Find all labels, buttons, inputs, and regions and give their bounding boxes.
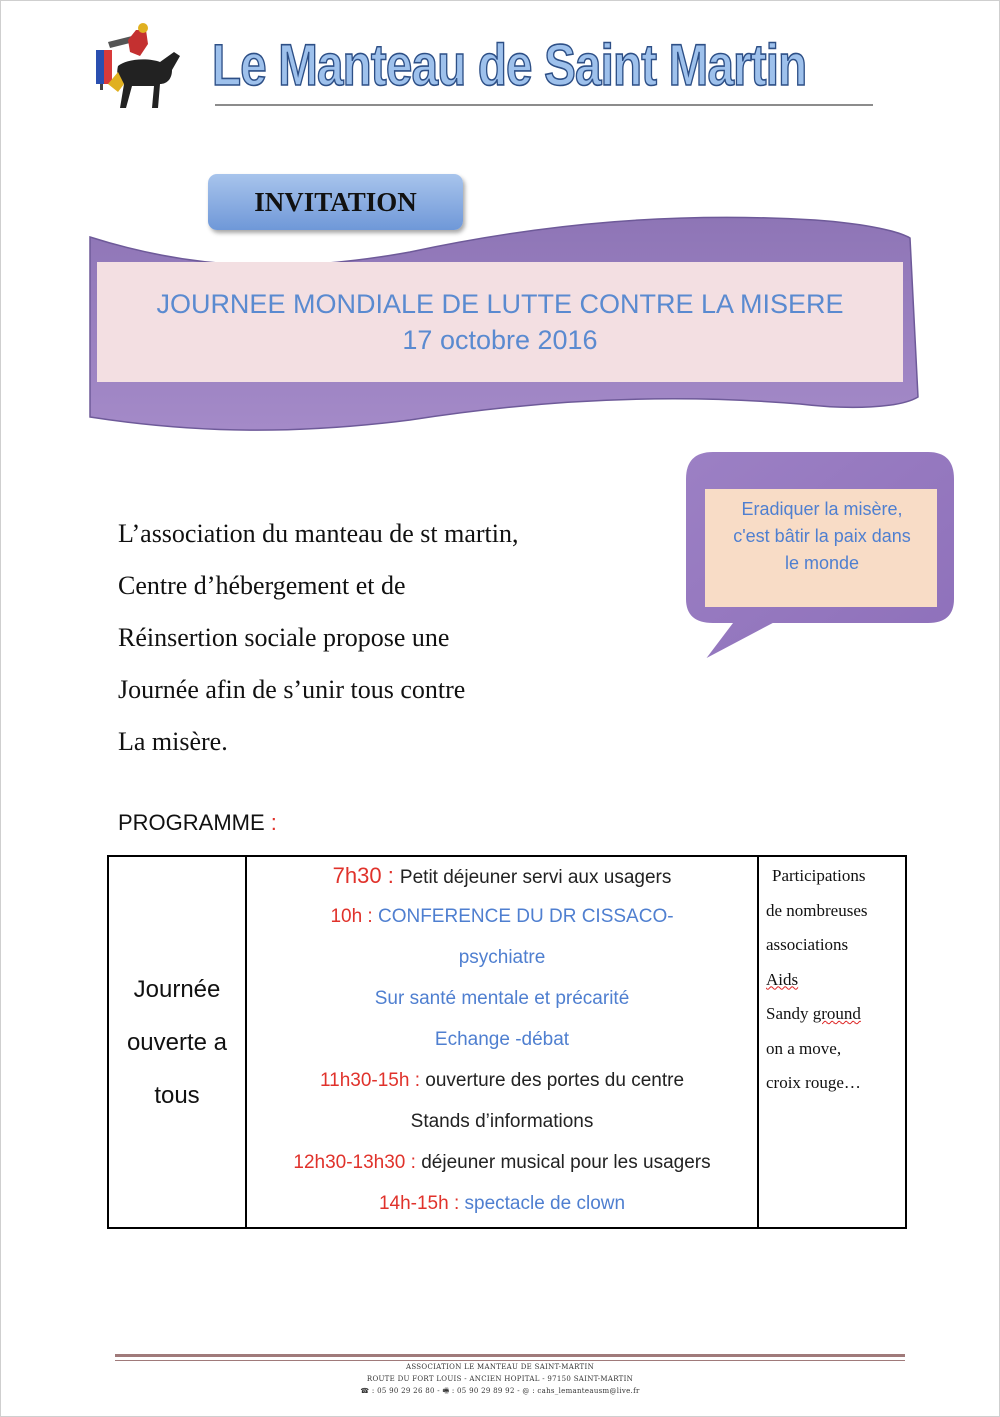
association-title: Le Manteau de Saint Martin <box>212 33 807 98</box>
schedule-item <box>247 1186 757 1227</box>
schedule-item: Sur santé mentale et précarité <box>374 988 630 1009</box>
participants-cell <box>758 856 906 1228</box>
footer-line: ASSOCIATION LE MANTEAU DE SAINT-MARTIN <box>405 1363 595 1371</box>
schedule-item <box>247 1063 757 1104</box>
invitation-label: INVITATION <box>254 186 417 217</box>
schedule-text: ouverture des portes du centre <box>425 1070 685 1091</box>
programme-heading <box>118 810 277 836</box>
participants-line: Participations <box>772 866 866 885</box>
event-date: 17 octobre 2016 <box>402 325 598 355</box>
footer-line: ROUTE DU FORT LOUIS - ANCIEN HOPITAL - 97150 SAINT-MARTIN <box>366 1375 634 1383</box>
intro-line: Journée afin de s’unir tous contre <box>118 675 466 704</box>
open-day-line: tous <box>154 1081 200 1109</box>
schedule-text: CONFERENCE DU DR CISSACO- <box>377 906 674 927</box>
motto-line: c'est bâtir la paix dans <box>733 526 911 546</box>
schedule-time: 14h-15h : <box>378 1193 465 1214</box>
open-day-line: ouverte a <box>126 1028 228 1056</box>
motto-line: le monde <box>784 553 860 573</box>
intro-paragraph <box>118 514 519 774</box>
schedule-time: 12h30-13h30 : <box>293 1152 422 1173</box>
schedule-item <box>247 1145 757 1186</box>
participant-name: ground <box>812 1004 861 1023</box>
schedule-text: déjeuner musical pour les usagers <box>421 1152 711 1173</box>
schedule-time: 7h30 : <box>332 863 400 888</box>
participants-line <box>766 1103 905 1138</box>
participants-line <box>766 965 905 1000</box>
schedule-item: Stands d’informations <box>410 1111 594 1132</box>
schedule-text: spectacle de clown <box>464 1193 626 1214</box>
footer-divider <box>115 1360 905 1361</box>
open-day-cell <box>108 856 246 1228</box>
footer-line: ☎ : 05 90 29 26 80 - 🖷 : 05 90 29 89 92 - @ : cahs_lemanteausm@live.fr <box>360 1387 640 1395</box>
participant-name: Sandy <box>766 1004 813 1023</box>
participants-line: de nombreuses <box>766 900 868 920</box>
footer-divider <box>115 1354 905 1357</box>
participants-line: associations <box>766 935 849 954</box>
participants-line: on a move, <box>766 1038 842 1058</box>
schedule-time: 11h30-15h : <box>319 1070 426 1091</box>
programme-label: PROGRAMME <box>118 810 271 835</box>
schedule-cell <box>246 856 758 1228</box>
schedule-text: Petit déjeuner servi aux usagers <box>399 867 672 888</box>
intro-line: L’association du manteau de st martin, <box>118 519 519 548</box>
intro-line: La misère. <box>118 727 228 756</box>
programme-table <box>107 855 907 1229</box>
schedule-time: 10h : <box>330 906 378 927</box>
header-divider <box>215 104 873 106</box>
intro-line: Centre d’hébergement et de <box>118 571 406 600</box>
open-day-line: Journée <box>133 975 221 1003</box>
schedule-item: Echange -débat <box>434 1029 570 1050</box>
event-title: JOURNEE MONDIALE DE LUTTE CONTRE LA MISERE <box>156 289 844 319</box>
programme-colon: : <box>270 810 277 835</box>
schedule-item <box>247 858 757 899</box>
event-banner <box>97 262 903 382</box>
participant-name: Aids <box>766 969 799 989</box>
participants-line <box>766 999 905 1034</box>
schedule-item <box>247 899 757 940</box>
intro-line: Réinsertion sociale propose une <box>118 623 450 652</box>
knight-logo <box>88 22 188 117</box>
participants-line: croix rouge… <box>766 1073 861 1092</box>
motto-line: Eradiquer la misère, <box>741 499 903 519</box>
schedule-item: psychiatre <box>458 947 546 968</box>
motto <box>708 496 936 577</box>
table-row <box>108 856 906 1228</box>
